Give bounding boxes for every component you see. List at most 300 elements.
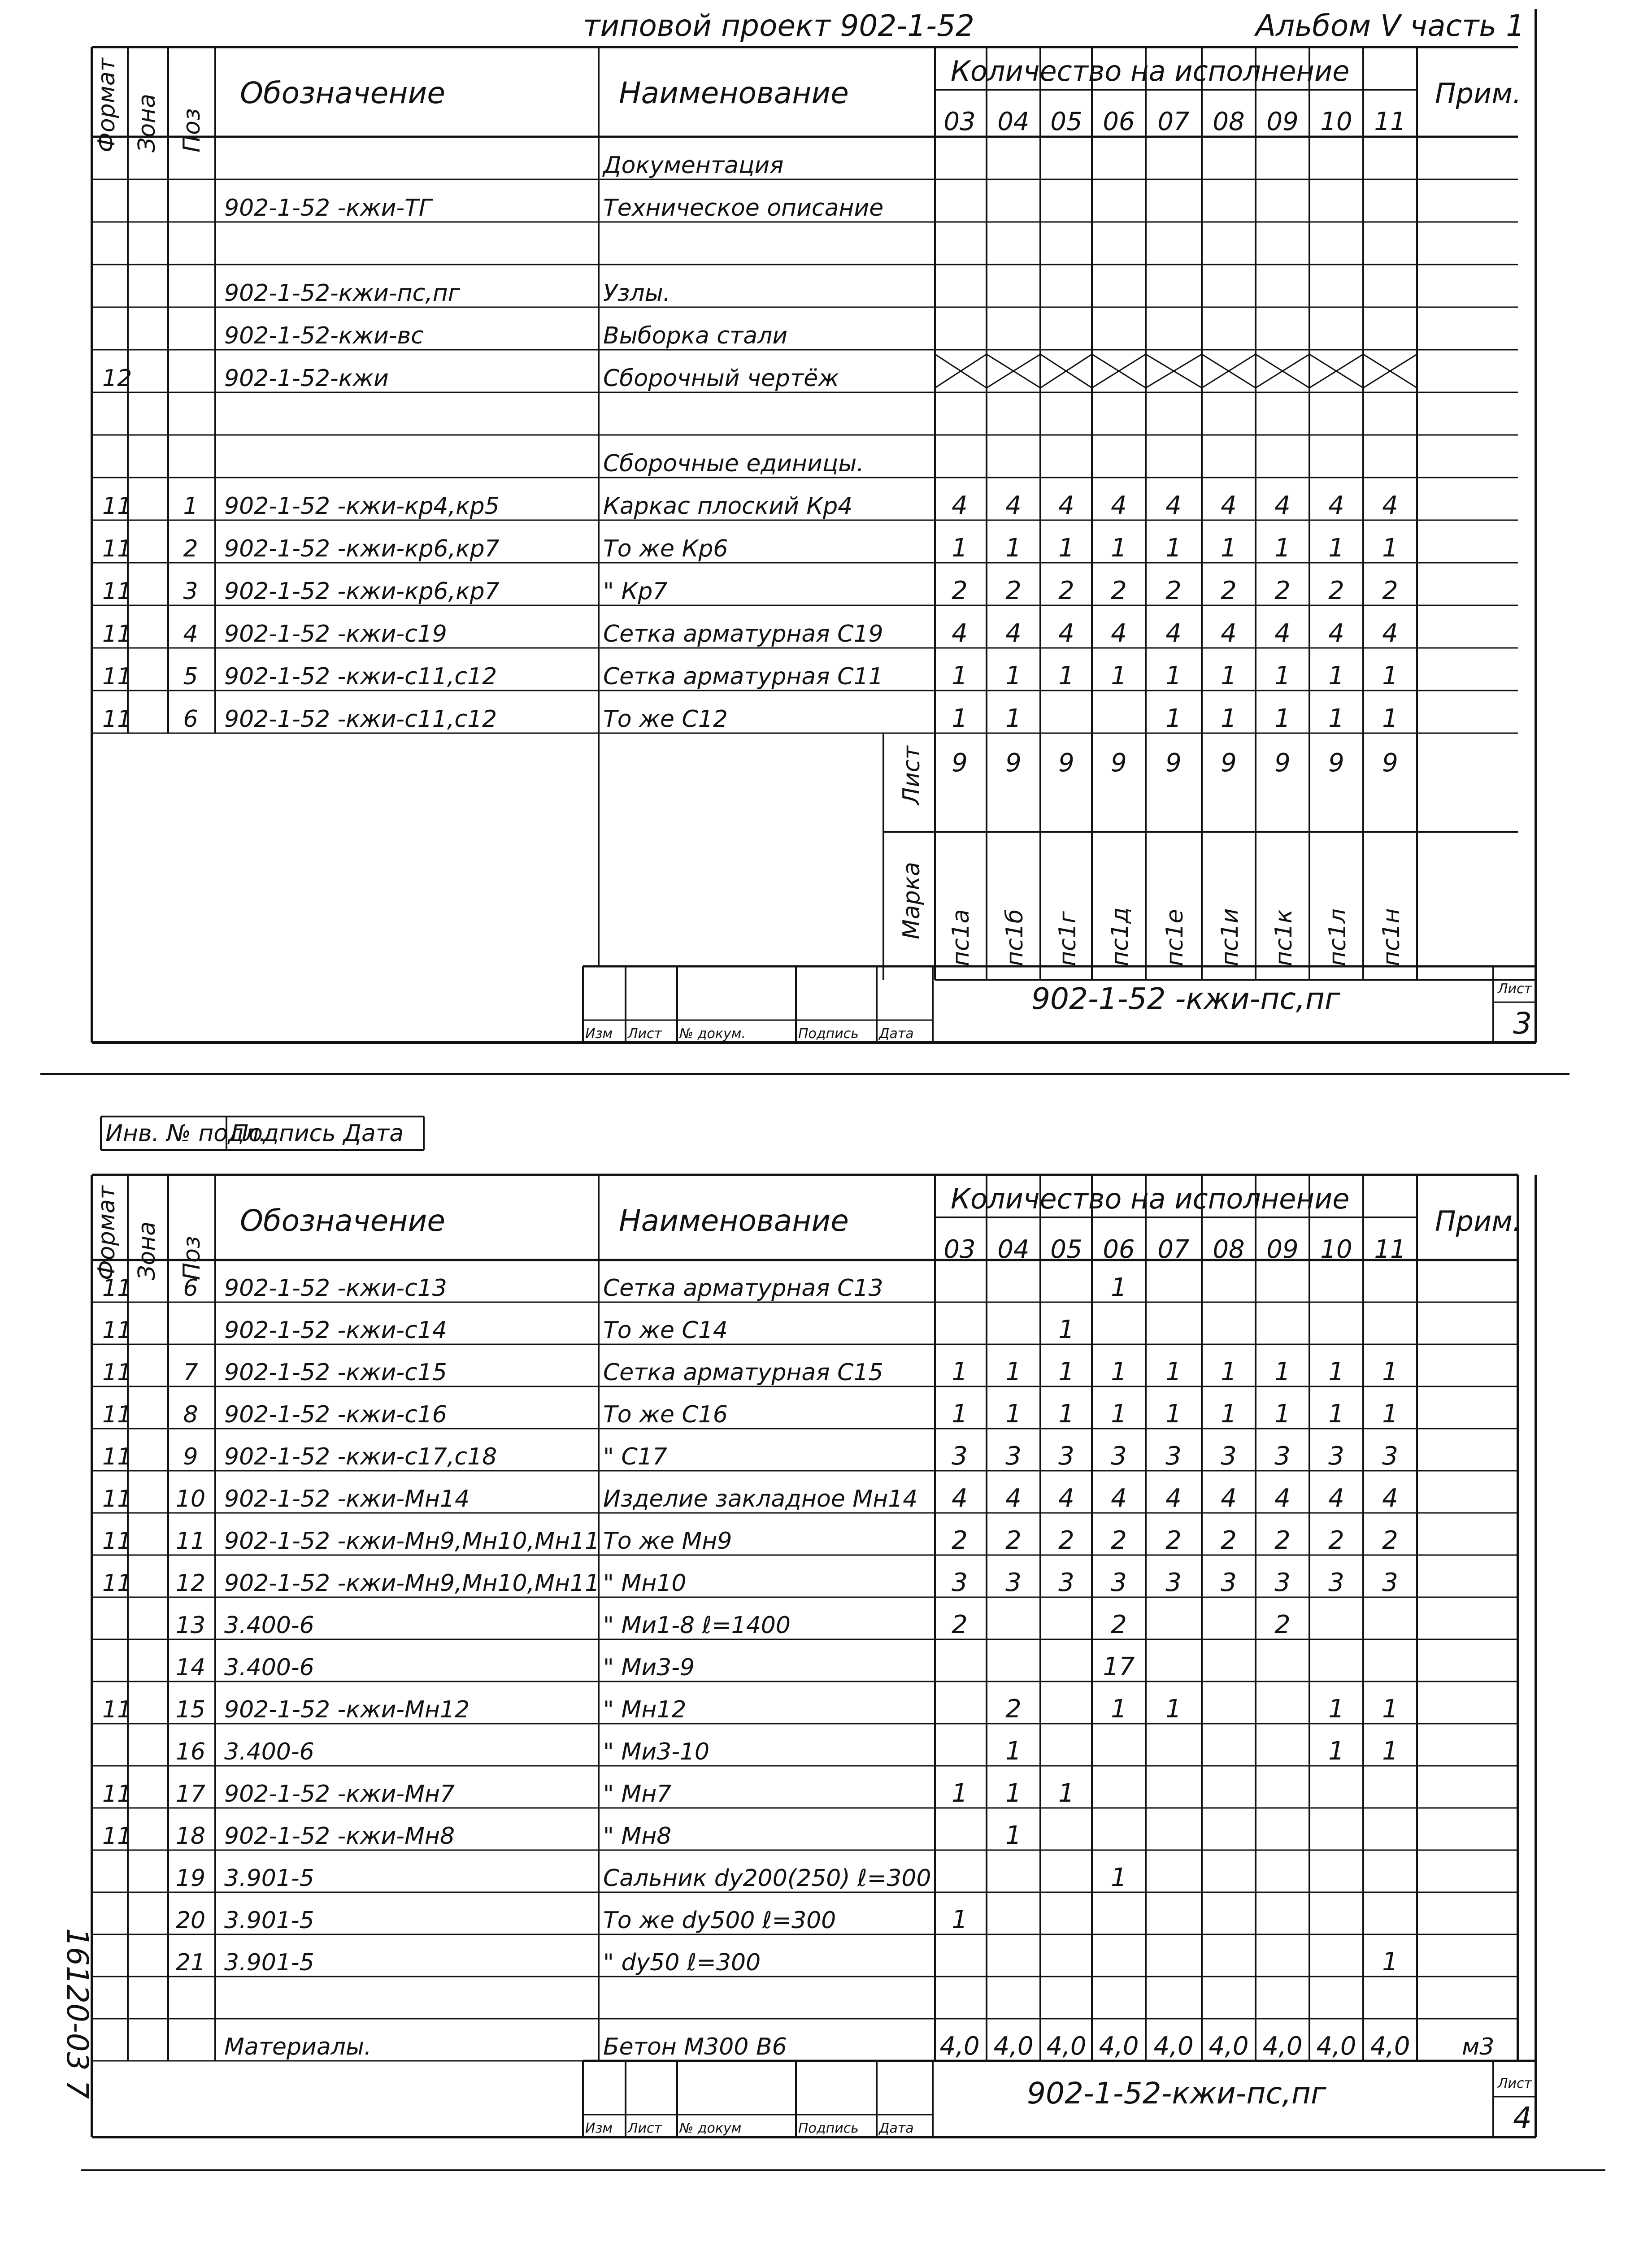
sheet2-qty-5-1: 4 [1005, 1484, 1022, 1513]
sheet2-qty-8-6: 2 [1274, 1610, 1291, 1639]
sheet1-pos-11: 4 [183, 621, 198, 647]
col-pos-label: Поз [178, 108, 205, 152]
sheet2-qty-3-3: 1 [1111, 1399, 1127, 1429]
sheet2-qty-7-7: 3 [1328, 1568, 1344, 1597]
sheet2-name-9: " Ми3-9 [603, 1654, 695, 1681]
col-zone-label: Зона [134, 1221, 161, 1280]
sheet1-name-10: " Кр7 [603, 578, 668, 605]
variant-header-03: 03 [943, 107, 976, 136]
sheet1-qty-10-2: 2 [1058, 576, 1074, 605]
sheet2-format-3: 11 [102, 1401, 132, 1428]
list-value-6: 9 [1274, 748, 1291, 778]
sheet1-qty-9-2: 1 [1058, 534, 1074, 563]
sheet2-qty-3-1: 1 [1005, 1399, 1022, 1429]
sheet2-qty-6-3: 2 [1111, 1526, 1127, 1555]
stamp2-4: Дата [879, 2120, 914, 2136]
sheet2-format-2: 11 [102, 1359, 132, 1386]
sheet1-qty-11-1: 4 [1005, 619, 1022, 648]
sheet2-name-15: То же dy500 ℓ=300 [603, 1907, 836, 1934]
sheet2-qty-10-3: 1 [1111, 1695, 1127, 1724]
stamp2-0: Изм [585, 2120, 613, 2136]
stamp2-2: № докум [679, 2120, 742, 2136]
sheet2-qty-11-1: 1 [1005, 1737, 1022, 1766]
album-label: Альбом V часть 1 [1256, 9, 1525, 43]
sheet2-qty-1-2: 1 [1058, 1315, 1074, 1344]
col-designation-label: Обозначение [240, 1204, 445, 1238]
sheet2-qty-10-4: 1 [1165, 1695, 1182, 1724]
sheet1-pos-13: 6 [183, 706, 198, 733]
sheet2-qty-6-4: 2 [1165, 1526, 1182, 1555]
stamp2-3: Подпись [798, 2120, 859, 2136]
col-qty-label: Количество на исполнение [951, 1182, 1350, 1215]
sheet2-qty-18-1: 4,0 [993, 2032, 1034, 2061]
sheet1-qty-13-6: 1 [1274, 704, 1291, 733]
sheet1-qty-12-0: 1 [952, 661, 968, 691]
sheet2-qty-15-0: 1 [952, 1905, 968, 1934]
sheet2-designation-2: 902-1-52 -кжи-с15 [224, 1359, 447, 1386]
sheet2-qty-3-5: 1 [1221, 1399, 1237, 1429]
variant-header-03: 03 [943, 1235, 976, 1264]
sheet1-qty-11-4: 4 [1165, 619, 1182, 648]
sheet2-qty-8-3: 2 [1111, 1610, 1127, 1639]
sheet2-designation-12: 902-1-52 -кжи-Мн7 [224, 1781, 455, 1808]
col-zone-label: Зона [134, 93, 161, 152]
sheet1-designation-13: 902-1-52 -кжи-с11,с12 [224, 706, 497, 733]
sheet2-qty-4-4: 3 [1165, 1442, 1182, 1471]
sheet2-qty-18-0: 4,0 [939, 2032, 980, 2061]
sheet2-qty-4-8: 3 [1382, 1442, 1398, 1471]
sheet2-name-11: " Ми3-10 [603, 1738, 710, 1765]
sheet1-designation-12: 902-1-52 -кжи-с11,с12 [224, 663, 497, 690]
sheet2-qty-3-4: 1 [1165, 1399, 1182, 1429]
sheet2-designation-10: 902-1-52 -кжи-Мн12 [224, 1696, 470, 1723]
variant-header-07: 07 [1157, 1235, 1190, 1264]
sheet2-qty-6-0: 2 [952, 1526, 968, 1555]
inv-sign-date: Подпись Дата [231, 1120, 404, 1147]
sheet2-qty-18-5: 4,0 [1209, 2032, 1249, 2061]
col-name-label: Наименование [619, 76, 849, 110]
sheet1-qty-8-7: 4 [1328, 491, 1344, 520]
sheet1-qty-8-3: 4 [1111, 491, 1127, 520]
sheet2-qty-8-0: 2 [952, 1610, 968, 1639]
sheet2-format-13: 11 [102, 1823, 132, 1850]
sheet1-name-1: Техническое описание [603, 195, 884, 222]
sheet1-qty-9-7: 1 [1328, 534, 1344, 563]
sheet2-designation-7: 902-1-52 -кжи-Мн9,Мн10,Мн11 [224, 1570, 600, 1597]
sheet2-qty-5-3: 4 [1111, 1484, 1127, 1513]
sheet2-name-16: " dy50 ℓ=300 [603, 1949, 761, 1976]
sheet1-designation-8: 902-1-52 -кжи-кр4,кр5 [224, 493, 500, 520]
sheet1-pos-12: 5 [183, 663, 198, 690]
sheet2-qty-6-5: 2 [1221, 1526, 1237, 1555]
sheet2-format-5: 11 [102, 1486, 132, 1512]
sheet1-qty-10-4: 2 [1165, 576, 1182, 605]
sheet1-designation-11: 902-1-52 -кжи-с19 [224, 621, 447, 647]
sheet2-qty-11-8: 1 [1382, 1737, 1398, 1766]
sheet2-title: 902-1-52-кжи-пс,пг [1027, 2076, 1326, 2111]
variant-header-10: 10 [1320, 1235, 1352, 1264]
sheet1-qty-13-7: 1 [1328, 704, 1344, 733]
sheet2-qty-7-8: 3 [1382, 1568, 1398, 1597]
sheet2-pos-0: 6 [183, 1275, 198, 1302]
sheet1-qty-12-2: 1 [1058, 661, 1074, 691]
sheet1-format-5: 12 [102, 365, 132, 392]
sheet2-qty-2-4: 1 [1165, 1357, 1182, 1386]
sheet2-designation-11: 3.400-6 [224, 1738, 314, 1765]
sheet2-qty-2-1: 1 [1005, 1357, 1022, 1386]
sheet1-qty-8-8: 4 [1382, 491, 1398, 520]
sheet2-pos-14: 19 [175, 1865, 206, 1892]
sheet2-designation-8: 3.400-6 [224, 1612, 314, 1639]
sheet2-qty-4-0: 3 [952, 1442, 968, 1471]
sheet1-name-13: То же С12 [603, 706, 728, 733]
list-value-5: 9 [1221, 748, 1237, 778]
sheet1-qty-8-1: 4 [1005, 491, 1022, 520]
list-value-8: 9 [1382, 748, 1398, 778]
sheet1-number: 3 [1513, 1006, 1532, 1041]
sheet1-qty-13-0: 1 [952, 704, 968, 733]
variant-header-06: 06 [1103, 1235, 1135, 1264]
sheet1-qty-9-1: 1 [1005, 534, 1022, 563]
sheet2-pos-3: 8 [183, 1401, 198, 1428]
sheet2-qty-7-2: 3 [1058, 1568, 1074, 1597]
sheet2-qty-6-2: 2 [1058, 1526, 1074, 1555]
sheet1-qty-13-4: 1 [1165, 704, 1182, 733]
sheet2-pos-2: 7 [183, 1359, 198, 1386]
sheet1-qty-8-4: 4 [1165, 491, 1182, 520]
sheet1-title: 902-1-52 -кжи-пс,пг [1031, 982, 1340, 1016]
sheet1-name-3: Узлы. [603, 280, 671, 307]
sheet1-qty-12-7: 1 [1328, 661, 1344, 691]
sheet2-qty-0-3: 1 [1111, 1273, 1127, 1302]
sheet1-qty-9-8: 1 [1382, 534, 1398, 563]
sheet1-format-8: 11 [102, 493, 132, 520]
sheet2-pos-8: 13 [175, 1612, 206, 1639]
sheet2-name-7: " Мн10 [603, 1570, 687, 1597]
sheet2-format-6: 11 [102, 1528, 132, 1555]
sheet1-label: Лист [1498, 981, 1532, 997]
sheet1-qty-8-6: 4 [1274, 491, 1291, 520]
sheet2-qty-4-1: 3 [1005, 1442, 1022, 1471]
sheet2-qty-18-6: 4,0 [1262, 2032, 1303, 2061]
variant-header-08: 08 [1213, 1235, 1245, 1264]
sheet1-designation-1: 902-1-52 -кжи-ТГ [224, 195, 432, 222]
sheet1-designation-4: 902-1-52-кжи-вс [224, 322, 424, 349]
sheet1-qty-11-2: 4 [1058, 619, 1074, 648]
col-designation-label: Обозначение [240, 76, 445, 110]
sheet2-qty-18-8: 4,0 [1370, 2032, 1410, 2061]
sheet2-designation-1: 902-1-52 -кжи-с14 [224, 1317, 447, 1344]
list-value-2: 9 [1058, 748, 1074, 778]
sheet2-pos-10: 15 [175, 1696, 206, 1723]
sheet2-pos-4: 9 [183, 1443, 198, 1470]
sheet2-qty-4-3: 3 [1111, 1442, 1127, 1471]
sheet2-pos-7: 12 [175, 1570, 206, 1597]
sheet1-qty-12-5: 1 [1221, 661, 1237, 691]
sheet2-qty-5-4: 4 [1165, 1484, 1182, 1513]
sheet1-qty-13-1: 1 [1005, 704, 1022, 733]
sheet2-qty-5-8: 4 [1382, 1484, 1398, 1513]
mark-пс1б: пс1б [1001, 909, 1028, 966]
sheet2-qty-6-7: 2 [1328, 1526, 1344, 1555]
sheet1-qty-12-3: 1 [1111, 661, 1127, 691]
stamp1-1: Лист [628, 1026, 662, 1042]
sheet2-name-5: Изделие закладное Мн14 [603, 1486, 918, 1512]
col-qty-label: Количество на исполнение [951, 55, 1350, 87]
sheet2-qty-7-3: 3 [1111, 1568, 1127, 1597]
sheet1-pos-8: 1 [183, 493, 198, 520]
list-value-7: 9 [1328, 748, 1344, 778]
sheet2-qty-2-6: 1 [1274, 1357, 1291, 1386]
sheet2-name-12: " Мн7 [603, 1781, 672, 1808]
sheet1-name-8: Каркас плоский Кр4 [603, 493, 853, 520]
sheet1-pos-10: 3 [183, 578, 198, 605]
sheet2-qty-3-8: 1 [1382, 1399, 1398, 1429]
sheet2-qty-18-3: 4,0 [1099, 2032, 1139, 2061]
sheet2-name-3: То же С16 [603, 1401, 728, 1428]
sheet2-qty-2-5: 1 [1221, 1357, 1237, 1386]
inv-label: Инв. № подл. [105, 1120, 266, 1147]
sheet2-qty-10-8: 1 [1382, 1695, 1398, 1724]
sheet1-qty-8-2: 4 [1058, 491, 1074, 520]
variant-header-04: 04 [997, 1235, 1030, 1264]
mark-пс1г: пс1г [1054, 911, 1081, 966]
variant-header-10: 10 [1320, 107, 1352, 136]
col-format-label: Формат [93, 1186, 120, 1280]
sheet1-qty-8-0: 4 [952, 491, 968, 520]
sheet2-qty-7-6: 3 [1274, 1568, 1291, 1597]
sheet1-name-9: То же Кр6 [603, 535, 728, 562]
sheet1-qty-10-5: 2 [1221, 576, 1237, 605]
sheet1-name-7: Сборочные единицы. [603, 450, 864, 477]
sheet2-name-14: Сальник dy200(250) ℓ=300 [603, 1865, 931, 1892]
col-name-label: Наименование [619, 1204, 849, 1238]
mark-пс1а: пс1а [948, 909, 974, 966]
sheet2-format-4: 11 [102, 1443, 132, 1470]
sheet2-pos-5: 10 [175, 1486, 206, 1512]
sheet2-qty-7-4: 3 [1165, 1568, 1182, 1597]
variant-header-05: 05 [1050, 107, 1082, 136]
sheet2-name-2: Сетка арматурная С15 [603, 1359, 883, 1386]
sheet2-qty-7-5: 3 [1221, 1568, 1237, 1597]
sheet1-name-5: Сборочный чертёж [603, 365, 839, 392]
sheet1-designation-9: 902-1-52 -кжи-кр6,кр7 [224, 535, 500, 562]
sheet1-qty-11-5: 4 [1221, 619, 1237, 648]
mark-пс1л: пс1л [1324, 908, 1351, 966]
sheet1-format-11: 11 [102, 621, 132, 647]
sheet2-pos-13: 18 [175, 1823, 206, 1850]
sheet1-qty-9-6: 1 [1274, 534, 1291, 563]
sheet2-qty-18-7: 4,0 [1316, 2032, 1356, 2061]
sheet2-qty-12-2: 1 [1058, 1779, 1074, 1808]
sheet1-qty-12-6: 1 [1274, 661, 1291, 691]
mark-пс1к: пс1к [1270, 909, 1297, 966]
sheet1-format-12: 11 [102, 663, 132, 690]
stamp1-2: № докум. [679, 1026, 746, 1042]
sheet1-name-12: Сетка арматурная С11 [603, 663, 883, 690]
sheet2-name-18: Бетон М300 В6 [603, 2033, 787, 2060]
sheet2-designation-18: Материалы. [224, 2033, 372, 2060]
sheet1-designation-5: 902-1-52-кжи [224, 365, 389, 392]
sheet2-pos-16: 21 [175, 1949, 206, 1976]
sheet2-qty-12-1: 1 [1005, 1779, 1022, 1808]
sheet2-qty-9-3: 17 [1103, 1652, 1135, 1682]
sheet1-qty-8-5: 4 [1221, 491, 1237, 520]
sheet2-designation-14: 3.901-5 [224, 1865, 314, 1892]
sheet2-name-1: То же С14 [603, 1317, 728, 1344]
sheet2-qty-3-2: 1 [1058, 1399, 1074, 1429]
sheet2-qty-5-6: 4 [1274, 1484, 1291, 1513]
project-title: типовой проект 902-1-52 [583, 9, 974, 43]
sheet2-pos-15: 20 [175, 1907, 206, 1934]
sheet1-qty-11-3: 4 [1111, 619, 1127, 648]
sheet2-pos-9: 14 [175, 1654, 206, 1681]
sheet1-qty-12-4: 1 [1165, 661, 1182, 691]
sheet2-qty-3-0: 1 [952, 1399, 968, 1429]
side-archive-number: 16120-03 7 [60, 1928, 95, 2099]
sheet2-qty-10-1: 2 [1005, 1695, 1022, 1724]
sheet1-qty-10-7: 2 [1328, 576, 1344, 605]
sheet2-designation-4: 902-1-52 -кжи-с17,с18 [224, 1443, 497, 1470]
sheet2-qty-12-0: 1 [952, 1779, 968, 1808]
sheet1-name-11: Сетка арматурная С19 [603, 621, 883, 647]
mark-пс1и: пс1и [1217, 908, 1243, 966]
sheet2-format-12: 11 [102, 1781, 132, 1808]
sheet1-qty-11-0: 4 [952, 619, 968, 648]
list-value-1: 9 [1005, 748, 1022, 778]
sheet2-designation-16: 3.901-5 [224, 1949, 314, 1976]
sheet2-qty-3-6: 1 [1274, 1399, 1291, 1429]
sheet2-format-1: 11 [102, 1317, 132, 1344]
sheet2-qty-4-6: 3 [1274, 1442, 1291, 1471]
sheet1-name-0: Документация [603, 152, 784, 179]
sheet1-qty-11-7: 4 [1328, 619, 1344, 648]
sheet2-qty-7-0: 3 [952, 1568, 968, 1597]
col-note-label: Прим. [1435, 77, 1522, 110]
sheet2-note-18: м3 [1462, 2033, 1495, 2060]
sheet1-qty-9-5: 1 [1221, 534, 1237, 563]
sheet2-designation-15: 3.901-5 [224, 1907, 314, 1934]
sheet2-name-13: " Мн8 [603, 1823, 672, 1850]
sheet2-qty-4-5: 3 [1221, 1442, 1237, 1471]
sheet1-name-4: Выборка стали [603, 322, 788, 349]
sheet1-qty-11-8: 4 [1382, 619, 1398, 648]
list-value-0: 9 [952, 748, 968, 778]
stamp1-3: Подпись [798, 1026, 859, 1042]
mark-пс1д: пс1д [1107, 907, 1134, 966]
sheet2-name-0: Сетка арматурная С13 [603, 1275, 883, 1302]
sheet1-qty-9-3: 1 [1111, 534, 1127, 563]
sheet2-name-4: " С17 [603, 1443, 667, 1470]
sheet2-designation-9: 3.400-6 [224, 1654, 314, 1681]
sheet2-qty-18-2: 4,0 [1046, 2032, 1087, 2061]
sheet2-designation-13: 902-1-52 -кжи-Мн8 [224, 1823, 455, 1850]
sheet2-qty-13-1: 1 [1005, 1821, 1022, 1850]
sheet2-qty-2-7: 1 [1328, 1357, 1344, 1386]
sheet2-qty-6-6: 2 [1274, 1526, 1291, 1555]
sheet1-qty-10-3: 2 [1111, 576, 1127, 605]
sheet2-format-10: 11 [102, 1696, 132, 1723]
sheet2-qty-3-7: 1 [1328, 1399, 1344, 1429]
col-format-label: Формат [93, 58, 120, 152]
sheet2-qty-10-7: 1 [1328, 1695, 1344, 1724]
variant-header-09: 09 [1266, 1235, 1299, 1264]
sheet1-qty-10-6: 2 [1274, 576, 1291, 605]
mark-пс1е: пс1е [1161, 909, 1188, 966]
sheet2-pos-11: 16 [175, 1738, 206, 1765]
sheet2-qty-6-1: 2 [1005, 1526, 1022, 1555]
sheet1-qty-12-1: 1 [1005, 661, 1022, 691]
sheet1-designation-10: 902-1-52 -кжи-кр6,кр7 [224, 578, 500, 605]
sheet2-pos-12: 17 [175, 1781, 206, 1808]
col-note-label: Прим. [1435, 1205, 1522, 1238]
sheet2-name-8: " Ми1-8 ℓ=1400 [603, 1612, 791, 1639]
sheet2-qty-4-7: 3 [1328, 1442, 1344, 1471]
sheet2-qty-5-0: 4 [952, 1484, 968, 1513]
sheet1-qty-10-1: 2 [1005, 576, 1022, 605]
sheet2-qty-5-5: 4 [1221, 1484, 1237, 1513]
sheet1-format-9: 11 [102, 535, 132, 562]
sheet1-pos-9: 2 [183, 535, 198, 562]
sheet1-qty-11-6: 4 [1274, 619, 1291, 648]
stamp2-1: Лист [628, 2120, 662, 2136]
sheet1-designation-3: 902-1-52-кжи-пс,пг [224, 280, 461, 307]
variant-header-04: 04 [997, 107, 1030, 136]
sheet2-qty-2-8: 1 [1382, 1357, 1398, 1386]
sheet1-qty-10-8: 2 [1382, 576, 1398, 605]
sheet2-designation-0: 902-1-52 -кжи-с13 [224, 1275, 447, 1302]
sheet2-qty-4-2: 3 [1058, 1442, 1074, 1471]
sheet2-name-6: То же Мн9 [603, 1528, 732, 1555]
sheet1-qty-13-8: 1 [1382, 704, 1398, 733]
sheet2-qty-5-2: 4 [1058, 1484, 1074, 1513]
sheet1-qty-12-8: 1 [1382, 661, 1398, 691]
sheet2-qty-2-0: 1 [952, 1357, 968, 1386]
list-value-4: 9 [1165, 748, 1182, 778]
stamp1-4: Дата [879, 1026, 914, 1042]
sheet1-format-10: 11 [102, 578, 132, 605]
sheet2-qty-16-8: 1 [1382, 1947, 1398, 1977]
variant-header-11: 11 [1374, 1235, 1406, 1264]
variant-header-07: 07 [1157, 107, 1190, 136]
sheet2-qty-11-7: 1 [1328, 1737, 1344, 1766]
variant-header-08: 08 [1213, 107, 1245, 136]
sheet1-qty-9-0: 1 [952, 534, 968, 563]
variant-header-05: 05 [1050, 1235, 1082, 1264]
sheet2-qty-14-3: 1 [1111, 1863, 1127, 1892]
sheet2-format-0: 11 [102, 1275, 132, 1302]
variant-header-06: 06 [1103, 107, 1135, 136]
variant-header-11: 11 [1374, 107, 1406, 136]
sheet2-qty-5-7: 4 [1328, 1484, 1344, 1513]
list-value-3: 9 [1111, 748, 1127, 778]
sheet2-name-10: " Мн12 [603, 1696, 687, 1723]
sheet2-qty-6-8: 2 [1382, 1526, 1398, 1555]
mark-label: Марка [898, 861, 925, 939]
sheet1-qty-9-4: 1 [1165, 534, 1182, 563]
list-label: Лист [898, 746, 925, 805]
sheet1-qty-10-0: 2 [952, 576, 968, 605]
mark-пс1н: пс1н [1378, 908, 1405, 966]
sheet2-qty-7-1: 3 [1005, 1568, 1022, 1597]
sheet2-label: Лист [1498, 2076, 1532, 2091]
variant-header-09: 09 [1266, 107, 1299, 136]
sheet2-designation-6: 902-1-52 -кжи-Мн9,Мн10,Мн11 [224, 1528, 600, 1555]
stamp1-0: Изм [585, 1026, 613, 1042]
sheet2-pos-6: 11 [175, 1528, 206, 1555]
sheet2-designation-3: 902-1-52 -кжи-с16 [224, 1401, 447, 1428]
sheet2-qty-2-3: 1 [1111, 1357, 1127, 1386]
